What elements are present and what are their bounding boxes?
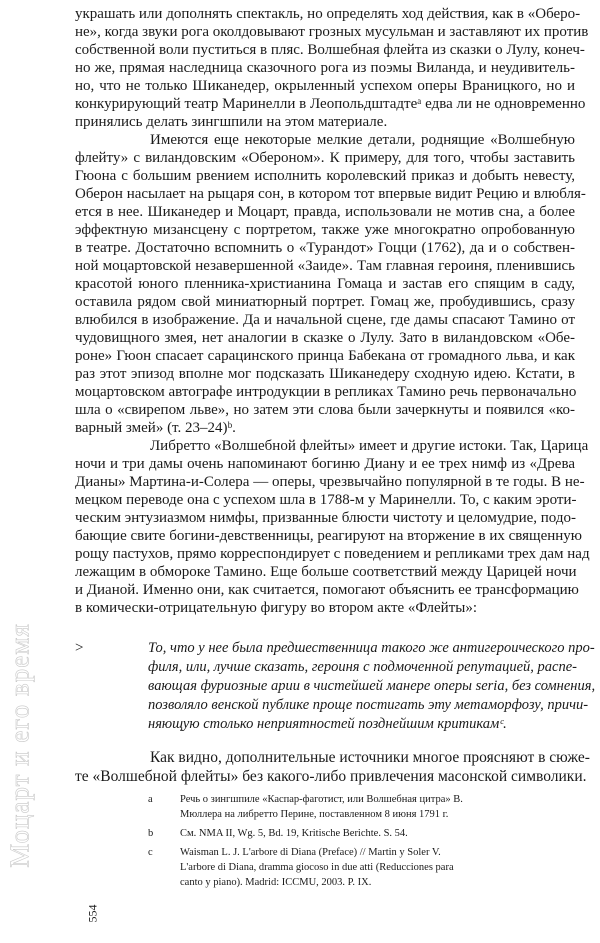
text-line: рощу пастухов, прямо корреспондирует с поведением и репликами трех дам над <box>75 546 590 562</box>
text-line: в театре. Достаточно вспомнить о «Турандот» Гоцци (1762), да и о собствен- <box>75 240 575 256</box>
quote-line: позволяло венской публике проще постигать эту метаморфозу, причи- <box>148 697 589 713</box>
footnote-text: См. NMA II, Wg. 5, Bd. 19, Kritische Berichte. S. 54. <box>180 828 408 839</box>
text-line: не», когда звуки рога околдовывают грозных мусульман и заставляют их против <box>75 24 589 40</box>
text-line: украшать или дополнять спектакль, но определять ход действия, как в «Оберо- <box>75 6 581 22</box>
text-line: влюбился в изображение. Да и начальной сцене, где дамы спасают Тамино от <box>75 312 575 328</box>
footnotes <box>148 792 478 894</box>
body-text <box>75 5 590 617</box>
text-line: те «Волшебной флейты» без какого-либо привлечения масонской символики. <box>75 768 587 785</box>
text-line: флейту» с виландовским «Обероном». К примеру, для того, чтобы заставить <box>75 150 575 166</box>
text-line: лежащим в обмороке Тамино. Еще больше соответствий между Царицей ночи <box>75 564 577 580</box>
text-line: принялись делать зингшпили на этом материале. <box>75 114 388 130</box>
text-line: конкурирующий театр Маринелли в Леопольдштадтеᵃ едва ли не одновременно <box>75 96 586 112</box>
text-line: собственной воли пуститься в пляс. Волшебная флейта из сказки о Лулу, конеч- <box>75 42 585 58</box>
footnote <box>148 845 478 890</box>
text-line: Имеются еще некоторые мелкие детали, роднящие «Волшебную <box>150 132 575 148</box>
text-line: бающие свите богини-девственницы, реагируют на вторжение в их священную <box>75 528 583 544</box>
footnote-label: a <box>148 794 153 805</box>
text-line: варный змей» (т. 23–24)ᵇ. <box>75 420 236 436</box>
text-line: шла о «свирепом льве», но затем эти слова были зачеркнуты и появился «ко- <box>75 402 575 418</box>
text-line: мецком переводе она с успехом шла в 1788-м у Маринелли. То, с каким эроти- <box>75 492 577 508</box>
page-number: 554 <box>85 904 100 923</box>
text-line: ется в нее. Шиканедер и Моцарт, правда, использовали не мотив сна, а более <box>75 204 575 220</box>
text-line: эффектную мизансцену с портретом, также уже многократно опробованную <box>75 222 575 238</box>
text-line: Дианы» Мартина-и-Солера — оперы, чрезвычайно популярной в те годы. В не- <box>75 474 585 490</box>
quote-line: вающая фуриозные арии в чистейшей манере оперы seria, без сомнения, <box>148 678 596 694</box>
text-line: красотой юного пленника-христианина Гомаца и застав его спящим в саду, <box>75 276 575 292</box>
text-line: ной моцартовской незавершенной «Заиде». Там главная героиня, пленившись <box>75 258 575 274</box>
text-line: Как видно, дополнительные источники многое проясняют в сюже- <box>150 749 590 766</box>
block-quote <box>148 639 596 734</box>
text-line: Гюона с большим рвением исполнить королевский приказ и добыть невесту, <box>75 168 575 184</box>
footnote <box>148 792 478 822</box>
quote-line: То, что у нее была предшественница такого же антигероического про- <box>148 640 595 656</box>
text-line: Либретто «Волшебной флейты» имеет и другие истоки. Так, Царица <box>150 438 589 454</box>
text-line: ческим энтузиазмом нимфы, призванные блюсти чистоту и целомудрие, подо- <box>75 510 576 526</box>
footnote-text: Waisman L. J. L'arbore di Diana (Preface) // Martin y Soler V. L'arbore di Diana, dramma giocoso in due atti (Reducciones para canto y piano). Madrid: ICCMU, 2003. P. IX. <box>180 847 454 888</box>
text-line: оставила рядом свой миниатюрный портрет. Гомац же, пробудившись, сразу <box>75 294 575 310</box>
text-line: но же, прямая наследница сказочного рога из поэмы Виланда, и неудивитель- <box>75 60 575 76</box>
text-line: чудовищного змея, нет аналогии в сказке о Лулу. Зато в виландовском «Обе- <box>75 330 575 346</box>
text-line: и Дианой. Именно они, как считается, помогают объяснить ее трансформацию <box>75 582 579 598</box>
text-line: в комически-отрицательную фигуру во втором акте «Флейты»: <box>75 600 478 616</box>
quote-line: филя, или, лучше сказать, героиня с подмоченной репутацией, распе- <box>148 659 578 675</box>
footnote-label: c <box>148 847 153 858</box>
text-line: роне» Гюон спасает сарацинского принца Бабекана от громадного льва, и как <box>75 348 575 364</box>
text-line: Оберон насылает на рыцаря сон, в котором тот впервые видит Рецию и влюбля- <box>75 186 586 202</box>
footnote-text: Речь о зингшпиле «Каспар-фаготист, или Волшебная цитра» В. Мюллера на либретто Перине, поставленном 8 июня 1791 г. <box>180 794 463 820</box>
text-line: моцартовском автографе интродукции в репликах Тамино речь первоначально <box>75 384 577 400</box>
text-line: раз этот эпизод вполне мог подсказать Шиканедеру сходную идею. Кстати, в <box>75 366 575 382</box>
quote-marker: > <box>75 640 84 656</box>
footnote <box>148 826 478 841</box>
text-line: но, что не только Шиканедер, окрыленный успехом оперы Враницкого, но и <box>75 78 575 94</box>
running-head: Моцарт и его время <box>4 623 35 868</box>
final-paragraph <box>75 748 590 786</box>
text-line: ночи и три дамы очень напоминают богиню Диану и ее трех нимф из «Древа <box>75 456 575 472</box>
quote-line: няющую столько неприятностей позднейшим критикамᶜ. <box>148 716 507 732</box>
footnote-label: b <box>148 828 154 839</box>
